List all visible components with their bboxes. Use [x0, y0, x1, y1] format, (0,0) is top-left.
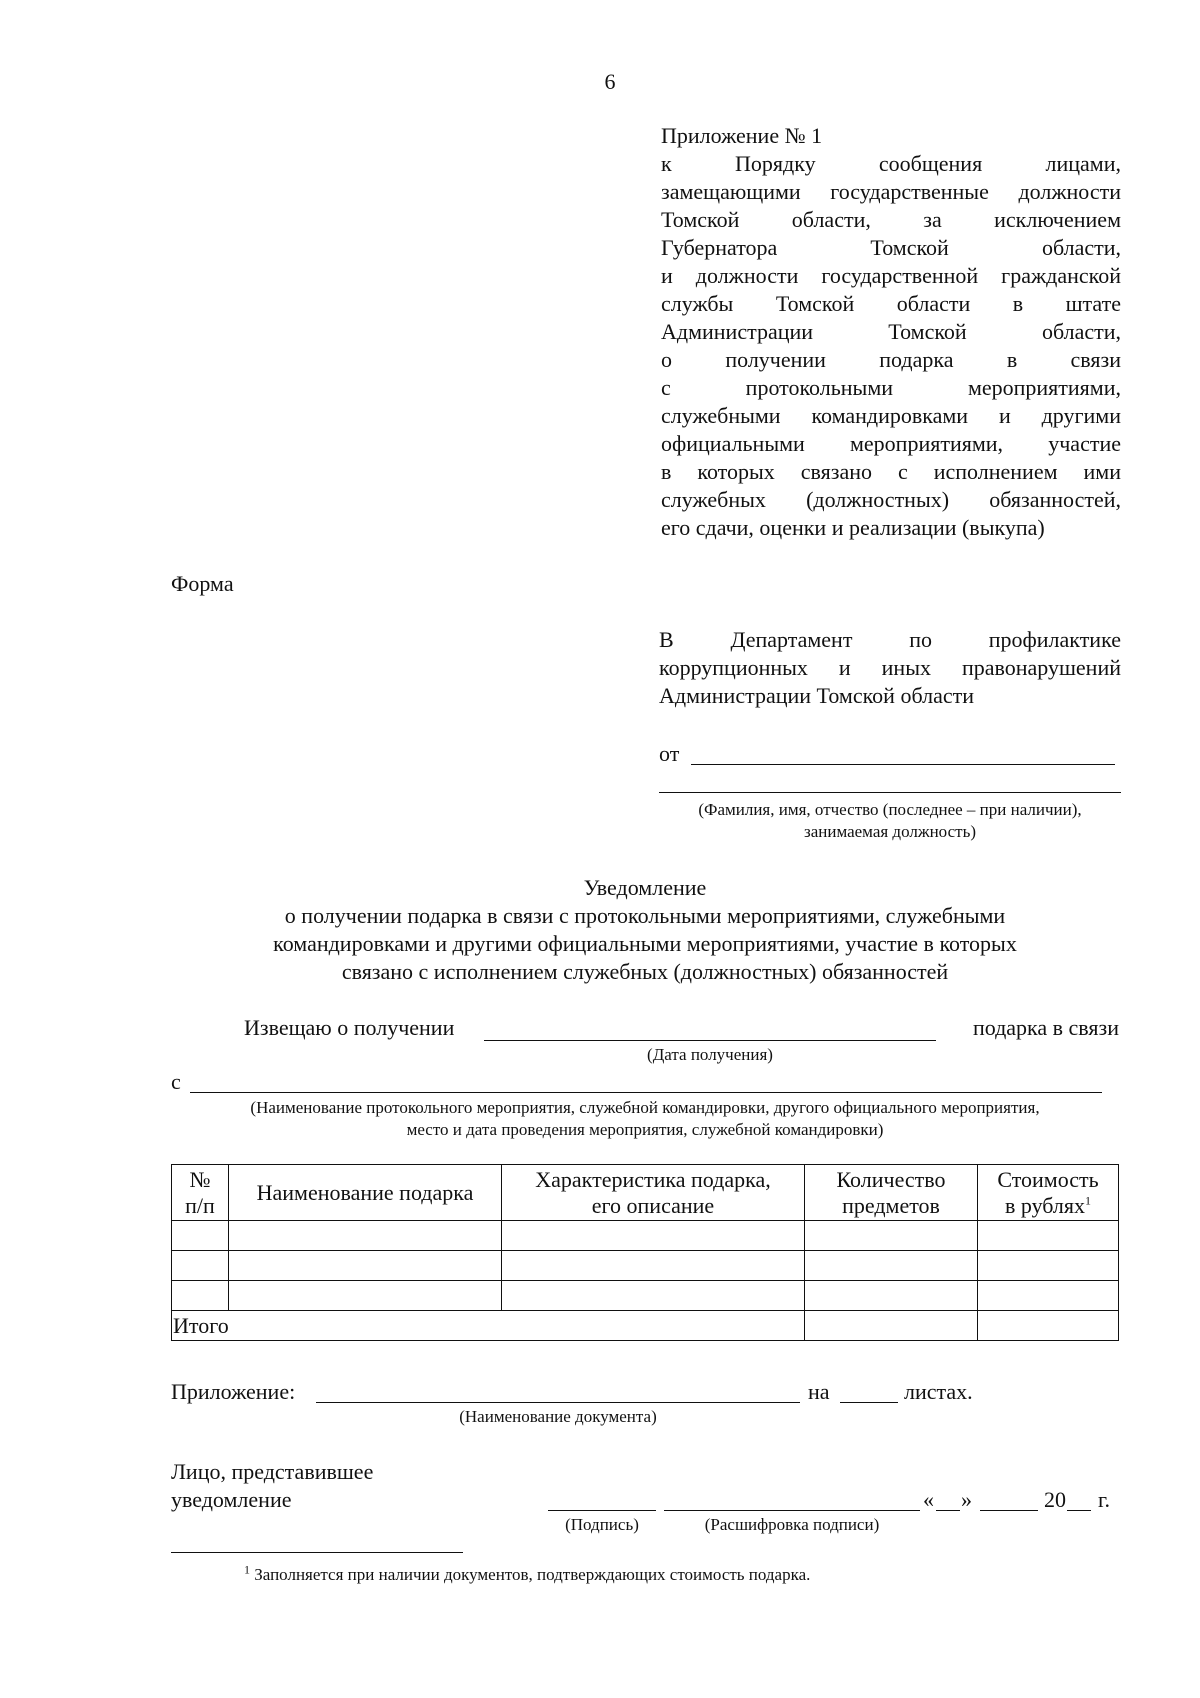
appendix-block: [661, 122, 1121, 542]
form-label: Форма: [171, 571, 234, 596]
addressee-block: [659, 626, 1121, 710]
attachment-sheets-field[interactable]: [840, 1402, 898, 1403]
date-hint: (Дата получения): [647, 1045, 773, 1064]
footnote-text: Заполняется при наличии документов, подтверждающих стоимость подарка.: [254, 1565, 811, 1584]
table-total-row: [172, 1311, 1119, 1341]
decode-hint: (Расшифровка подписи): [704, 1515, 880, 1534]
from-name-field[interactable]: [691, 764, 1115, 765]
gifts-table: [171, 1164, 1119, 1341]
header-description: [502, 1165, 805, 1221]
year-suffix: г.: [1098, 1487, 1111, 1512]
sign-year-field[interactable]: [1067, 1510, 1091, 1511]
appendix-line: служебными командировками и другими: [661, 403, 1121, 428]
appendix-line: его сдачи, оценки и реализации (выкупа): [661, 515, 1045, 540]
attachment-doc-field[interactable]: [316, 1402, 800, 1403]
appendix-line: к Порядку сообщения лицами,: [661, 151, 1121, 176]
footnote-mark: 1: [244, 1562, 250, 1577]
table-row: [172, 1251, 1119, 1281]
signature-field[interactable]: [548, 1510, 656, 1511]
table-cell[interactable]: [502, 1221, 805, 1251]
header-description-line: его описание: [591, 1192, 715, 1218]
from-position-field[interactable]: [659, 792, 1121, 793]
sign-hint: (Подпись): [565, 1515, 639, 1534]
table-header-row: [172, 1165, 1119, 1221]
header-number-line: п/п: [185, 1192, 215, 1218]
appendix-line: службы Томской области в штате: [661, 291, 1121, 316]
table-cell[interactable]: [502, 1281, 805, 1311]
appendix-line: в которых связано с исполнением ими: [661, 459, 1121, 484]
addressee-line: коррупционных и иных правонарушений: [659, 655, 1121, 680]
addressee-line: Администрации Томской области: [659, 683, 974, 708]
from-hint-line: (Фамилия, имя, отчество (последнее – при наличии),: [698, 800, 1082, 819]
table-row: [172, 1221, 1119, 1251]
table-cell[interactable]: [229, 1281, 502, 1311]
total-quantity-cell[interactable]: [805, 1311, 978, 1341]
appendix-line: Администрации Томской области,: [661, 319, 1121, 344]
attachment-on-label: на: [808, 1379, 830, 1404]
header-cost-line: Стоимость: [997, 1166, 1099, 1192]
addressee-line: В Департамент по профилактике: [659, 627, 1121, 652]
year-prefix: 20: [1044, 1487, 1066, 1512]
header-cost-text: в рублях: [1004, 1192, 1086, 1218]
header-cost-line: [982, 1193, 1114, 1219]
table-cell[interactable]: [978, 1281, 1119, 1311]
header-quantity: [805, 1165, 978, 1221]
table-cell[interactable]: [978, 1221, 1119, 1251]
inform-label: Извещаю о получении: [244, 1015, 455, 1040]
notice-title: Уведомление: [583, 875, 707, 900]
notice-heading: [171, 874, 1119, 986]
attachment-sheets-label: листах.: [904, 1379, 973, 1404]
header-number-line: №: [189, 1166, 211, 1192]
footnote-separator: [171, 1552, 463, 1553]
table-cell[interactable]: [978, 1251, 1119, 1281]
appendix-line: замещающими государственные должности: [661, 179, 1121, 204]
appendix-line: с протокольными мероприятиями,: [661, 375, 1121, 400]
sign-day-field[interactable]: [936, 1510, 960, 1511]
header-quantity-line: предметов: [842, 1192, 940, 1218]
table-cell[interactable]: [172, 1221, 229, 1251]
table-row: [172, 1281, 1119, 1311]
appendix-line: и должности государственной гражданской: [661, 263, 1121, 288]
table-cell[interactable]: [805, 1281, 978, 1311]
signature-decode-field[interactable]: [664, 1510, 920, 1511]
header-name: Наименование подарка: [229, 1165, 502, 1221]
header-cost: [978, 1165, 1119, 1221]
table-cell[interactable]: [172, 1251, 229, 1281]
attachment-doc-hint: (Наименование документа): [459, 1407, 657, 1426]
from-label: от: [659, 741, 680, 766]
event-hint-line: место и дата проведения мероприятия, служебной командировки): [406, 1120, 884, 1139]
attachment-label: Приложение:: [171, 1379, 296, 1404]
notice-subtitle: о получении подарка в связи с протокольными мероприятиями, служебными: [284, 903, 1006, 928]
inform-tail: подарка в связи: [972, 1015, 1119, 1040]
footnote: [244, 1564, 810, 1586]
with-label: с: [171, 1069, 181, 1094]
sign-month-field[interactable]: [980, 1510, 1038, 1511]
table-cell[interactable]: [805, 1251, 978, 1281]
signer-label-line: уведомление: [171, 1487, 292, 1512]
signer-label: [171, 1458, 373, 1514]
from-hint: [659, 799, 1121, 843]
from-hint-line: занимаемая должность): [803, 822, 976, 841]
header-description-line: Характеристика подарка,: [535, 1166, 771, 1192]
date-quote-open: «: [923, 1487, 934, 1512]
table-cell[interactable]: [229, 1221, 502, 1251]
appendix-line: о получении подарка в связи: [661, 347, 1121, 372]
appendix-line: Губернатора Томской области,: [661, 235, 1121, 260]
event-hint-line: (Наименование протокольного мероприятия, служебной командировки, другого официального мероприятия,: [250, 1098, 1040, 1117]
table-cell[interactable]: [172, 1281, 229, 1311]
header-quantity-line: Количество: [836, 1166, 946, 1192]
table-cell[interactable]: [229, 1251, 502, 1281]
table-cell[interactable]: [805, 1221, 978, 1251]
page-number: 6: [604, 69, 616, 94]
appendix-line: Томской области, за исключением: [661, 207, 1121, 232]
appendix-line: служебных (должностных) обязанностей,: [661, 487, 1121, 512]
total-label: Итого: [172, 1311, 805, 1341]
event-hint: [171, 1097, 1119, 1141]
date-quote-close: »: [961, 1487, 972, 1512]
appendix-title: Приложение № 1: [661, 123, 823, 148]
notice-subtitle: связано с исполнением служебных (должностных) обязанностей: [341, 959, 949, 984]
date-received-field[interactable]: [484, 1040, 936, 1041]
event-field[interactable]: [190, 1092, 1102, 1093]
table-cell[interactable]: [502, 1251, 805, 1281]
notice-subtitle: командировками и другими официальными мероприятиями, участие в которых: [273, 931, 1017, 956]
header-number: [172, 1165, 229, 1221]
signer-label-line: Лицо, представившее: [171, 1459, 374, 1484]
appendix-line: официальными мероприятиями, участие: [661, 431, 1121, 456]
footnote-mark: 1: [1085, 1193, 1092, 1208]
total-cost-cell[interactable]: [978, 1311, 1119, 1341]
